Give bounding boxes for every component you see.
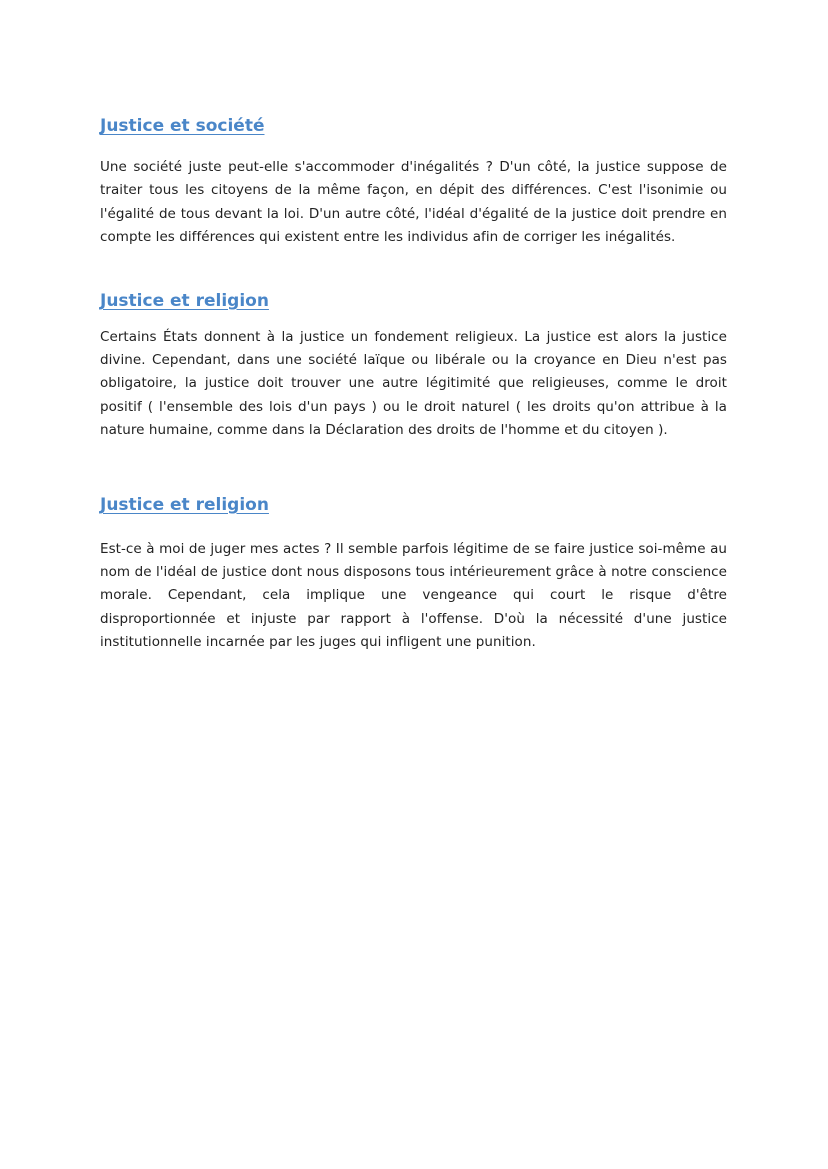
section-heading: Justice et religion [100,290,269,311]
section-heading: Justice et religion [100,494,269,515]
section-justice-et-religion-2 [100,491,727,655]
section-paragraph: Une société juste peut-elle s'accommoder d'inégalités ? D'un côté, la justice suppose de traiter tous les citoyens de la même façon, en dépit des différences. C'est l'isonimie ou l'égalité de tous devant la loi. D'un autre côté, l'idéal d'égalité de la justice doit prendre en compte les différences qui existent entre les individus afin de corriger les inégalités. [100,159,727,246]
section-justice-et-religion [100,287,727,443]
section-justice-et-societe [100,112,727,250]
section-heading: Justice et société [100,116,265,136]
document-page [100,112,727,655]
section-paragraph: Certains États donnent à la justice un fondement religieux. La justice est alors la justice divine. Cependant, dans une société laïque ou libérale ou la croyance en Dieu n'est pas obligatoire, la justice doit trouver une autre légitimité que religieuses, comme le droit positif ( l'ensemble des lois d'un pays ) ou le droit naturel ( les droits qu'on attribue à la nature humaine, comme dans la Déclaration des droits de l'homme et du citoyen ). [100,328,727,439]
section-paragraph: Est-ce à moi de juger mes actes ? Il semble parfois légitime de se faire justice soi-même au nom de l'idéal de justice dont nous disposons tous intérieurement grâce à notre conscience morale. Cependant, cela implique une vengeance qui court le risque d'être disproportionnée et injuste par rapport à l'offense. D'où la nécessité d'une justice institutionnelle incarnée par les juges qui infligent une punition. [100,540,727,651]
